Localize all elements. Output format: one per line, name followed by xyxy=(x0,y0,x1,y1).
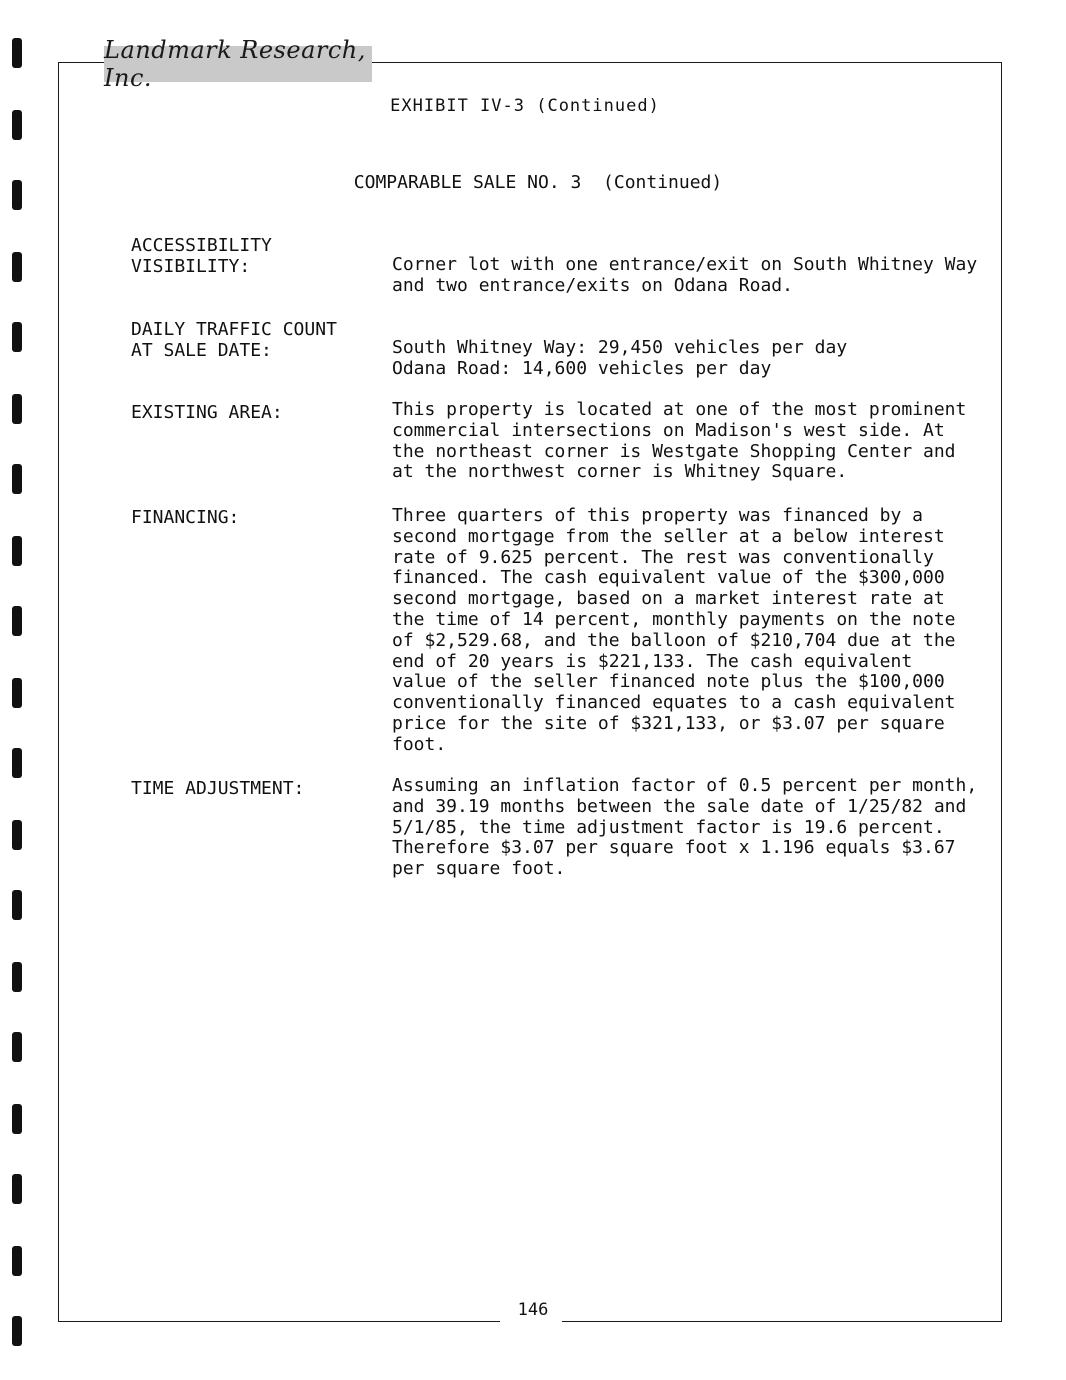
text-line: Therefore $3.07 per square foot x 1.196 equals $3.67 xyxy=(392,837,956,859)
text-line: Three quarters of this property was financed by a xyxy=(392,505,924,526)
text-line: the northeast corner is Westgate Shopping Center and xyxy=(392,440,956,462)
text-line: second mortgage from the seller at a below interest xyxy=(392,525,945,547)
page-number xyxy=(0,1300,1066,1320)
text-line: value of the seller financed note plus the $100,000 xyxy=(392,671,945,693)
text-line: conventionally financed equates to a cash equivalent xyxy=(392,692,956,714)
section-text xyxy=(392,506,982,756)
section-label: EXISTING AREA: xyxy=(131,402,283,423)
binder-hole xyxy=(12,820,22,850)
text-line: commercial intersections on Madison's west side. At xyxy=(392,419,945,441)
text-line: and 39.19 months between the sale date of 1/25/82 and xyxy=(392,795,967,817)
text-line: end of 20 years is $221,133. The cash equivalent xyxy=(392,650,913,672)
binder-hole xyxy=(12,1032,22,1062)
binder-hole xyxy=(12,536,22,566)
text-line: This property is located at one of the most prominent xyxy=(392,399,967,420)
binder-holes xyxy=(0,0,30,1380)
section-text xyxy=(392,338,982,380)
company-name: Landmark Research, Inc. xyxy=(104,36,366,92)
text-line: at the northwest corner is Whitney Square. xyxy=(392,461,848,483)
section-text xyxy=(392,776,982,880)
binder-hole xyxy=(12,606,22,636)
text-line: Corner lot with one entrance/exit on South Whitney Way xyxy=(392,254,978,275)
section-label: DAILY TRAFFIC COUNT AT SALE DATE: xyxy=(131,319,337,361)
text-line: per square foot. xyxy=(392,858,566,880)
text-line: rate of 9.625 percent. The rest was conventionally xyxy=(392,546,934,568)
text-line: Assuming an inflation factor of 0.5 percent per month, xyxy=(392,775,978,796)
binder-hole xyxy=(12,1174,22,1204)
binder-hole xyxy=(12,1316,22,1346)
binder-hole xyxy=(12,38,22,68)
text-line: and two entrance/exits on Odana Road. xyxy=(392,274,793,296)
text-line: of $2,529.68, and the balloon of $210,704 due at the xyxy=(392,629,956,651)
binder-hole xyxy=(12,464,22,494)
binder-hole xyxy=(12,748,22,778)
page-number-text: 146 xyxy=(504,1300,563,1320)
section-label: TIME ADJUSTMENT: xyxy=(131,778,305,799)
text-line: 5/1/85, the time adjustment factor is 19.6 percent. xyxy=(392,816,945,838)
text-line: South Whitney Way: 29,450 vehicles per day xyxy=(392,337,848,358)
section-label: FINANCING: xyxy=(131,507,240,528)
binder-hole xyxy=(12,1104,22,1134)
binder-hole xyxy=(12,962,22,992)
text-line: financed. The cash equivalent value of the $300,000 xyxy=(392,567,945,589)
binder-hole xyxy=(12,1246,22,1276)
binder-hole xyxy=(12,394,22,424)
section-text xyxy=(392,400,982,483)
sale-title: COMPARABLE SALE NO. 3 (Continued) xyxy=(353,172,723,193)
section-label: ACCESSIBILITY VISIBILITY: xyxy=(131,235,272,277)
exhibit-title: EXHIBIT IV-3 (Continued) xyxy=(390,96,660,116)
text-line: price for the site of $321,133, or $3.07 per square xyxy=(392,712,945,734)
text-line: the time of 14 percent, monthly payments on the note xyxy=(392,608,956,630)
binder-hole xyxy=(12,252,22,282)
binder-hole xyxy=(12,322,22,352)
section-text xyxy=(392,255,982,297)
text-line: Odana Road: 14,600 vehicles per day xyxy=(392,357,772,379)
binder-hole xyxy=(12,678,22,708)
text-line: foot. xyxy=(392,733,447,755)
binder-hole xyxy=(12,890,22,920)
text-line: second mortgage, based on a market interest rate at xyxy=(392,588,945,610)
company-logo xyxy=(104,36,372,92)
